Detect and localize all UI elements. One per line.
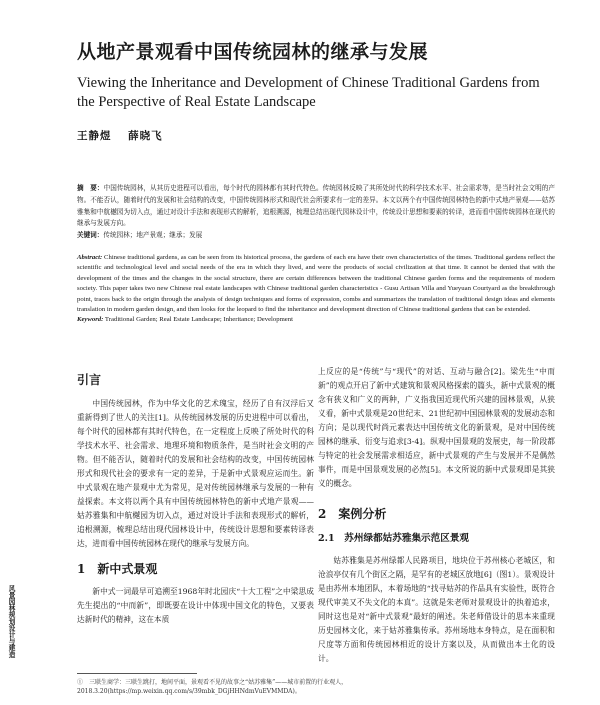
keywords-en-label: Keyword:: [77, 316, 104, 324]
heading-intro: 引言: [77, 373, 102, 387]
heading-section-2-1: 2.1 苏州绿都姑苏雅集示范区景观: [318, 533, 470, 544]
author-1: 王静煜: [77, 130, 112, 142]
footnote-divider: [77, 673, 197, 674]
right-paragraph-2: 姑苏雅集是苏州绿都人民路项目，地块位于苏州核心老城区，和沧浪亭仅有几个街区之隔，是罕有的老城区放地[6]（图1）。景观设计是由苏州本地团队，本着场地的“找寻姑苏的作品具有实验性，既符合现代审美又不失文化的本真”。这就是朱老师对景观设计的执着追求，同时这也是对“新中式景观”最好的阐述。朱老师借设计的思本来重现历史园林文化，来于姑苏雅集传承。苏州场地本身特点，是在面积和尺度等方面和传统园林相近的设计方案以及，从而做出本土化的设计。: [318, 556, 555, 663]
abstract-text: 中国传统园林，从其历史进程可以看出，每个时代的园林都有其时代特色。传统园林反映了其所处时代的科学技术水平、社会需求等，是当时社会文明的产物。不能否认，随着时代的发展和社会结构的改变，中国传统园林形式和现代社会所要求有一定的差异。本文以两个有中国传统园林特色的新中式地产景观——姑苏雅集和中航樾园为切入点，通过对设计手法和表现形式的解析，追根溯源，梳理总结出现代园林设计中，传统设计思想和要素的转译，进而看中国传统园林在现代的继承与发展方向。: [77, 184, 556, 228]
intro-paragraph: 中国传统园林，作为中华文化的艺术瑰宝，经历了自有汉浮后又重新得到了世人的关注[1]。从传统园林发展的历史进程中可以看出，每个时代的园林都有其时代特色，在一定程度上反映了所处时代的科学技术水平、社会需求、地理环境和物质条件，是当时社会文明的产物。但不能否认，随着时代的发展和社会结构的改变，中国传统园林形式和现代社会的要求有一定的差异，于是新中式景观应运而生。新中式景观在地产景观中尤为常见，是对传统园林继承与发展的一种有益探索。本文将以两个具有中国传统园林特色的新中式地产景观——姑苏雅集和中航樾园为切入点，通过对设计手法和表现形式的解析，追根溯源，梳理总结出现代园林设计中，传统设计思想和要素转译表达，进而看中国传统园林在现代的继承与发展方向。: [77, 399, 314, 548]
right-column: [318, 365, 555, 666]
title-chinese: 从地产景观看中国传统园林的继承与发展: [77, 41, 429, 63]
abstract-label: 摘 要：: [77, 184, 104, 192]
section-1-paragraph: 新中式一词最早可追溯至1968年时北园庆“十大工程”之中梁思成先生提出的“中而新”，即既要在设计中体现中国文化的特色，又要表达新时代的精神，这在本质: [77, 587, 314, 624]
heading-section-1: 1 新中式景观: [77, 562, 158, 576]
authors: [77, 128, 175, 143]
abstract-en-label: Abstract:: [77, 254, 103, 261]
footnote: ① 三联生商学：三联生跳打，地间平面，景观看不见的故事之“姑苏雅集”——城市前置的行业观人，2018.3.20(https://mp.weixin.qq.com/s/39mbk_DGjHHNdmVuEVMMDA)。: [77, 679, 348, 695]
abstract-en-text: Chinese traditional gardens, as can be seen from its historical process, the gardens of each era have their own characteristics of the times. Traditional gardens reflect the scientific and technological level and social needs of the era in which they lived, and were the products of social civilization at that time. It cannot be denied that with the development of the times and the changes in the social structure, there are certain differences between the traditional Chinese garden forms and the requirements of modern society. This paper takes two new Chinese real estate landscapes with Chinese traditional garden characteristics - Gusu Artisan Villa and Yueyuan Courtyard as the breakthrough point, traces back to the origin through the analysis of design techniques and forms of expression, combs and summarizes the translation of traditional design ideas and elements translation in modern garden design, and then looks for the leopard to find the inheritance and development direction of Chinese traditional gardens that can be extended.: [77, 254, 555, 314]
heading-section-2: 2 案例分析: [318, 507, 387, 521]
abstract-chinese: [77, 183, 555, 242]
keywords-en-text: Traditional Garden; Real Estate Landscape; Inheritance; Development: [103, 316, 293, 324]
abstract-english: [77, 253, 555, 326]
title-english: Viewing the Inheritance and Development of Chinese Traditional Gardens from the Perspective of Real Estate Landscape: [77, 75, 540, 110]
author-2: 薛晓飞: [128, 130, 163, 142]
right-paragraph-1: 上反应的是“传统”与“现代”的对话、互动与融合[2]。梁先生“中而新”的观点开启了新中式建筑和景观风格探索的篇头，新中式景观的概念有狭义和广义的两种，广义指我国近现代所兴建的园林景观，从狭义看，新中式景观是20世纪末、21世纪初中国园林景观的发展动态和方向；是以现代时尚元素表达中国传统文化的新景观，是对中国传统园林的继承、衍变与追求[3-4]。纵观中国景观的发展史，每一阶段都与特定的社会发展需求相适应，新中式景观的产生与发展并不是偶然事件，而是中国景观发展的必然[5]。本文所说的新中式景观即是其狭义的概念。: [318, 367, 555, 488]
keywords-text: 传统园林；地产景观；继承；发展: [103, 231, 203, 240]
side-journal-label: 风景园林规划设计与建造: [7, 585, 15, 658]
keywords-label: 关键词：: [77, 231, 104, 240]
left-column: [77, 373, 314, 627]
